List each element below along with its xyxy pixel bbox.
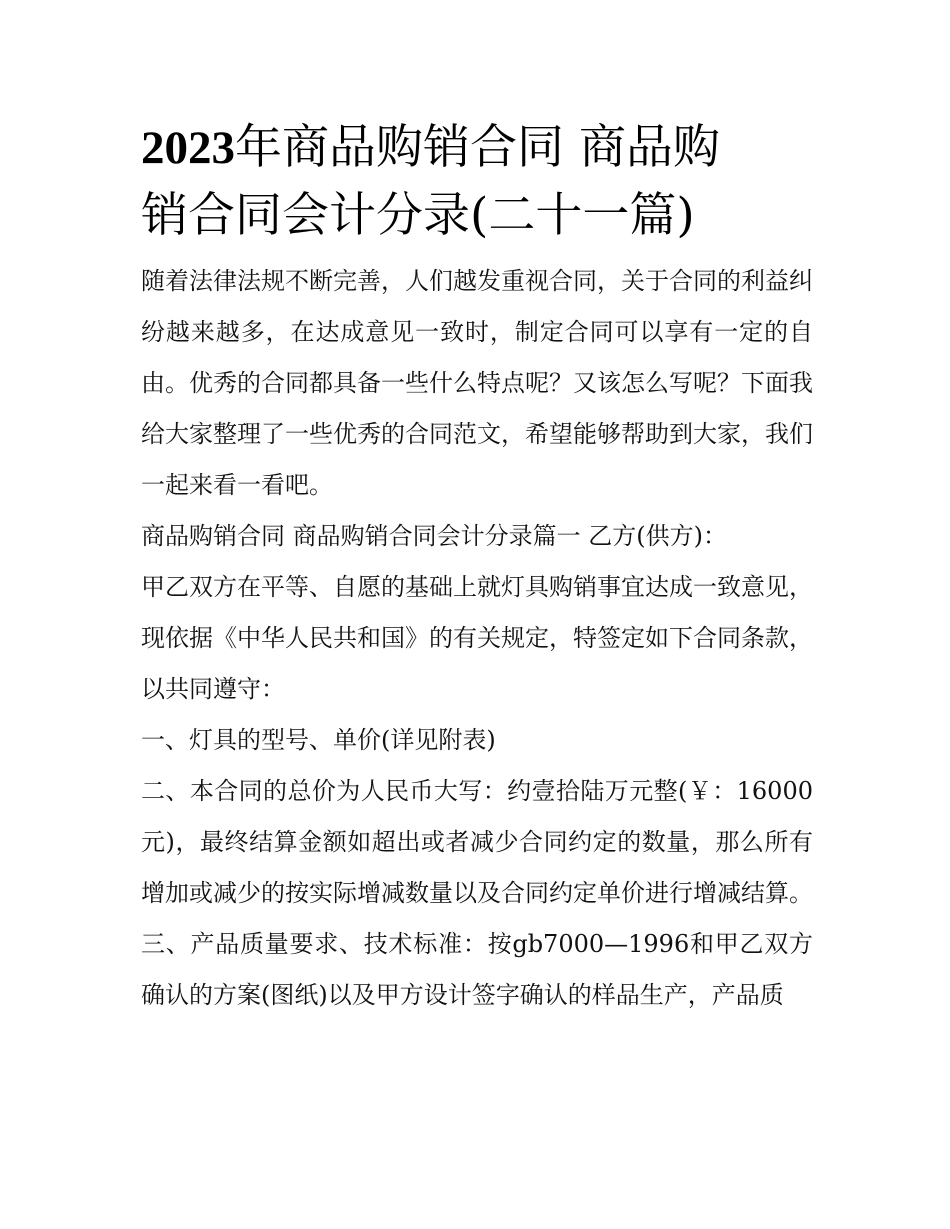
paragraph-preamble: 甲乙双方在平等、自愿的基础上就灯具购销事宜达成一致意见，现依据《中华人民共和国》的有关规定，特签定如下合同条款，以共同遵守：: [141, 573, 813, 703]
paragraph-intro: 随着法律法规不断完善，人们越发重视合同，关于合同的利益纠纷越来越多，在达成意见一致时，制定合同可以享有一定的自由。优秀的合同都具备一些什么特点呢？又该怎么写呢？下面我给大家整理了一些优秀的合同范文，希望能够帮助到大家，我们一起来看一看吧。: [141, 267, 813, 499]
title-line-2: 销合同会计分录(二十一篇): [141, 188, 695, 243]
paragraph-clause-3: 三、产品质量要求、技术标准：按gb7000—1996和甲乙双方确认的方案(图纸)以及甲方设计签字确认的样品生产，产品质: [141, 930, 813, 1009]
paragraph-clause-1: 一、灯具的型号、单价(详见附表): [141, 726, 496, 754]
document-title: [141, 114, 813, 250]
paragraph-section-heading: 商品购销合同 商品购销合同会计分录篇一 乙方(供方)：: [141, 522, 727, 550]
document-body: [141, 114, 813, 1021]
title-line-1-text: 年商品购销合同 商品购: [235, 120, 720, 175]
title-year: 2023: [141, 122, 235, 174]
paragraph-clause-2: 二、本合同的总价为人民币大写：约壹拾陆万元整(￥：16000元)，最终结算金额如超出或者减少合同约定的数量，那么所有增加或减少的按实际增减数量以及合同约定单价进行增减结算。: [141, 777, 813, 907]
title-line-1: [141, 114, 813, 182]
